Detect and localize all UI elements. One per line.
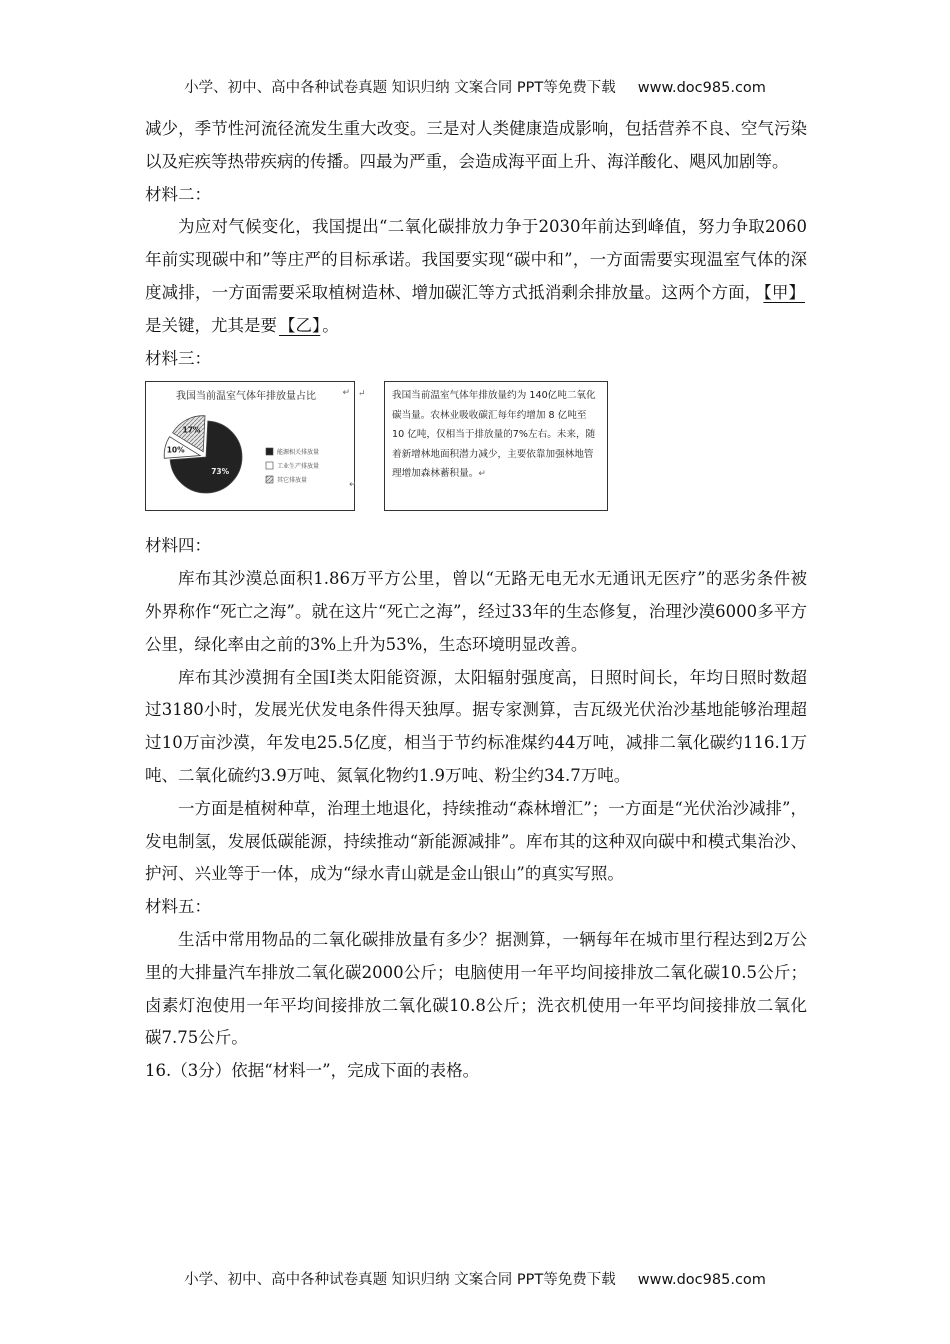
page-footer xyxy=(0,1268,950,1289)
footer-text: 小学、初中、高中各种试卷真题 知识归纳 文案合同 PPT等免费下载 xyxy=(184,1272,616,1288)
legend-swatch xyxy=(266,448,273,455)
legend-swatch xyxy=(266,476,273,483)
material2-text-before: 为应对气候变化，我国提出“二氧化碳排放力争于2030年前达到峰值，努力争取2060年前实现碳中和”等庄严的目标承诺。我国要实现“碳中和”，一方面需要实现温室气体的深度减排，一方面需要采取植树造林、增加碳汇等方式抵消剩余排放量。这两个方面， xyxy=(145,217,807,302)
edit-mark: ↵ xyxy=(478,469,486,479)
footer-site: www.doc985.com xyxy=(637,1272,766,1288)
legend-swatch xyxy=(266,462,273,469)
pie-value-label: 10% xyxy=(166,446,185,456)
emissions-text-body: 我国当前温室气体年排放量约为 140亿吨二氧化碳当量。农林业吸收碳汇每年约增加 8 亿吨至 10 亿吨，仅相当于排放量的7%左右。未来，随着新增林地面积潜力减少，主要依靠加强林地管理增加森林蓄积量。 xyxy=(392,390,596,479)
pie-chart-panel xyxy=(145,381,355,511)
continued-paragraph: 减少，季节性河流径流发生重大改变。三是对人类健康造成影响，包括营养不良、空气污染以及疟疾等热带疾病的传播。四最为严重，会造成海平面上升、海洋酸化、飓风加剧等。 xyxy=(145,119,807,171)
edit-mark: ↵ xyxy=(342,388,350,399)
blank-yi: 【乙】 xyxy=(279,315,321,335)
material4-paragraph-3: 一方面是植树种草，治理土地退化，持续推动“森林增汇”；一方面是“光伏治沙减排”，发电制氢，发展低碳能源，持续推动“新能源减排”。库布其的这种双向碳中和模式集治沙、护河、兴业等于一体，成为“绿水青山就是金山银山”的真实写照。 xyxy=(145,798,807,884)
page-header xyxy=(0,76,950,97)
material5-paragraph: 生活中常用物品的二氧化碳排放量有多少？据测算，一辆每年在城市里行程达到2万公里的大排量汽车排放二氧化碳2000公斤；电脑使用一年平均间接排放二氧化碳10.5公斤；卤素灯泡使用一年平均间接排放二氧化碳10.8公斤；洗衣机使用一年平均间接排放二氧化碳7.75公斤。 xyxy=(145,929,807,1048)
edit-mark: ↵ xyxy=(358,389,366,400)
document-body xyxy=(145,113,807,1088)
header-site: www.doc985.com xyxy=(637,80,766,96)
emissions-text xyxy=(392,386,600,484)
emissions-text-panel xyxy=(384,381,608,511)
edit-mark: ↵ xyxy=(349,480,357,491)
chart-title: 我国当前温室气体年排放量占比 xyxy=(176,391,316,403)
header-text: 小学、初中、高中各种试卷真题 知识归纳 文案合同 PPT等免费下载 xyxy=(184,80,616,96)
material2-label: 材料二： xyxy=(145,184,211,204)
material3-figures xyxy=(145,381,807,526)
pie-value-label: 17% xyxy=(182,425,201,435)
material4-paragraph-1: 库布其沙漠总面积1.86万平方公里，曾以“无路无电无水无通讯无医疗”的恶劣条件被外界称作“死亡之海”。就在这片“死亡之海”，经过33年的生态修复，治理沙漠6000多平方公里，绿化率由之前的3%上升为53%，生态环境明显改善。 xyxy=(145,569,807,654)
material4-paragraph-2: 库布其沙漠拥有全国Ⅰ类太阳能资源，太阳辐射强度高，日照时间长，年均日照时数超过3180小时，发展光伏发电条件得天独厚。据专家测算，吉瓦级光伏治沙基地能够治理超过10万亩沙漠，年发电25.5亿度，相当于节约标准煤约44万吨，减排二氧化碳约116.1万吨、二氧化硫约3.9万吨、氮氧化物约1.9万吨、粉尘约34.7万吨。 xyxy=(145,667,807,785)
pie-chart xyxy=(146,382,354,510)
material3-label: 材料三： xyxy=(145,348,211,368)
legend-label: 能源相关排放量 xyxy=(277,449,320,457)
pie-value-label: 73% xyxy=(211,467,230,477)
material2-text-middle: 是关键，尤其是要 xyxy=(145,315,277,335)
material2-paragraph xyxy=(145,211,807,342)
legend-label: 其它排放量 xyxy=(277,477,308,485)
question-16: 16.（3分）依据“材料一”，完成下面的表格。 xyxy=(145,1061,480,1081)
blank-jia: 【甲】 xyxy=(763,282,806,302)
material4-label: 材料四： xyxy=(145,536,211,556)
material5-label: 材料五： xyxy=(145,897,211,917)
legend-label: 工业生产排放量 xyxy=(277,463,320,471)
material2-text-end: 。 xyxy=(322,315,339,335)
